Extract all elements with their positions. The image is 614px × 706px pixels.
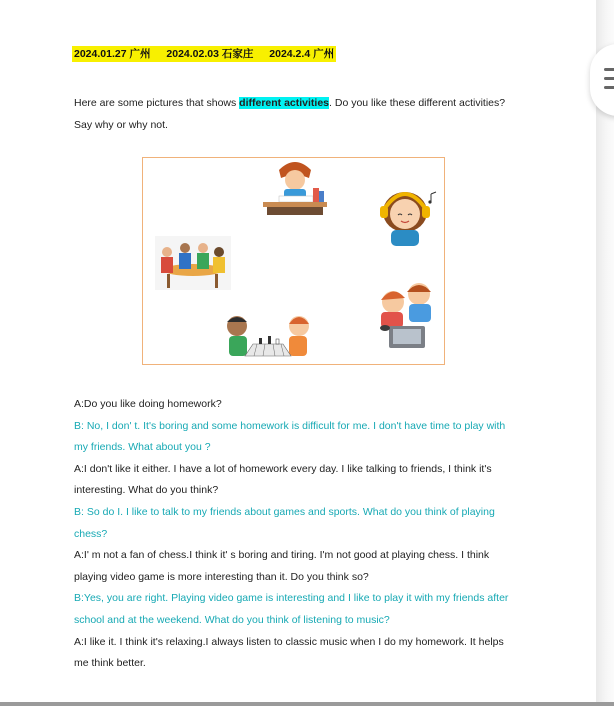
intro-text: Here are some pictures that shows <box>74 97 240 109</box>
friends-talking-illustration <box>155 236 231 290</box>
dialogue-line-a: A:Do you like doing homework? <box>74 398 222 410</box>
activities-picture-frame <box>142 157 445 365</box>
dialogue-line-a: A:I like it. I think it's relaxing.I always listen to classic music when I do my homework. It helps <box>74 635 504 648</box>
dialogue-line-b: my friends. What about you ? <box>74 441 211 454</box>
homework-illustration <box>259 158 331 216</box>
header-entry: 2024.2.4 广州 <box>269 48 335 60</box>
dialogue-line-b: chess? <box>74 527 108 540</box>
date-location-header <box>72 46 336 62</box>
dialogue-line-b: B: So do I. I like to talk to my friends about games and sports. What do you think of playing <box>74 505 495 518</box>
dialogue-line-a: interesting. What do you think? <box>74 484 219 497</box>
dialogue-line-b: B:Yes, you are right. Playing video game is interesting and I like to play it with my friends after <box>74 592 509 605</box>
intro-highlight: different activities <box>239 97 330 109</box>
chess-illustration <box>221 312 315 362</box>
intro-text-end: . Do you like these different activities? <box>329 97 506 109</box>
intro-question: Say why or why not. <box>74 119 168 131</box>
dialogue-line-a: playing video game is more interesting than it. Do you think so? <box>74 570 369 583</box>
dialogue-line-a: A:I' m not a fan of chess.I think it' s boring and tiring. I'm not good at playing chess. I think <box>74 549 490 562</box>
dialogue-line-b: B: No, I don' t. It's boring and some homework is difficult for me. I don't have time to play with <box>74 419 506 432</box>
intro-paragraph <box>74 92 514 136</box>
music-listening-illustration <box>379 184 441 250</box>
dialogue <box>74 394 514 675</box>
dialogue-line-a: A:I don't like it either. I have a lot of homework every day. I like talking to friends, I think it's <box>74 462 492 475</box>
header-entry: 2024.02.03 石家庄 <box>166 48 254 60</box>
dialogue-line-b: school and at the weekend. What do you think of listening to music? <box>74 613 390 626</box>
video-game-illustration <box>375 280 441 350</box>
bottom-divider <box>0 702 614 706</box>
header-entry: 2024.01.27 广州 <box>74 48 151 60</box>
dialogue-line-a: me think better. <box>74 657 146 670</box>
